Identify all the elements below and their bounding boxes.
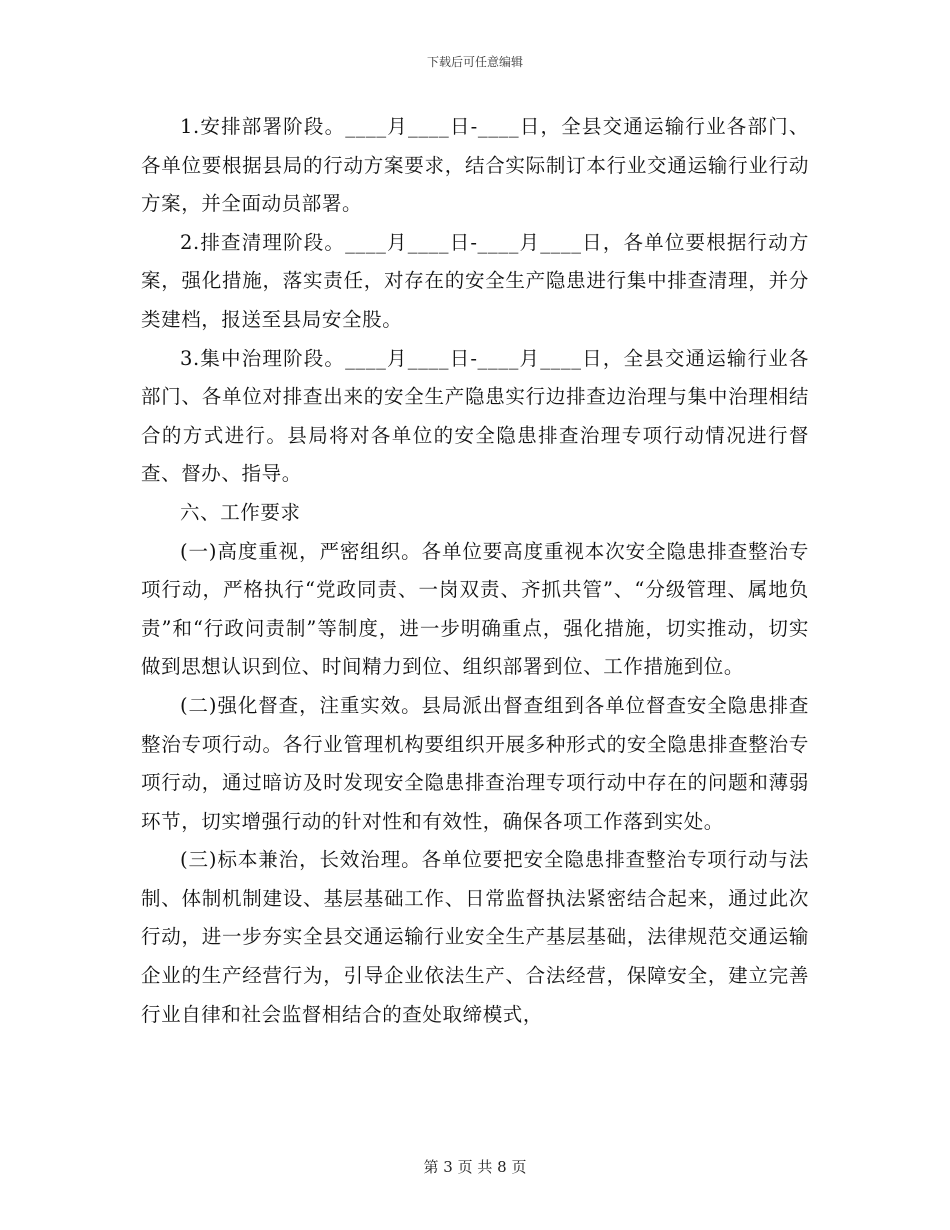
- paragraph-phase-2: 2.排查清理阶段。____月____日-____月____日，各单位要根据行动方案，强化措施，落实责任，对存在的安全生产隐患进行集中排查清理，并分类建档，报送至县局安全股。: [141, 230, 809, 331]
- paragraph-phase-3: 3.集中治理阶段。____月____日-____月____日，全县交通运输行业各部门、各单位对排查出来的安全生产隐患实行边排查边治理与集中治理相结合的方式进行。县局将对各单位的安全隐患排查治理专项行动情况进行督查、督办、指导。: [141, 346, 809, 486]
- paragraph-phase-1: 1.安排部署阶段。____月____日-____日，全县交通运输行业各部门、各单位要根据县局的行动方案要求，结合实际制订本行业交通运输行业行动方案，并全面动员部署。: [141, 115, 809, 216]
- page-footer: 第 3 页 共 8 页: [423, 1158, 527, 1176]
- paragraph-requirement-3: (三)标本兼治，长效治理。各单位要把安全隐患排查整治专项行动与法制、体制机制建设、基层基础工作、日常监督执法紧密结合起来，通过此次行动，进一步夯实全县交通运输行业安全生产基层基础，法律规范交通运输企业的生产经营行为，引导企业依法生产、合法经营，保障安全，建立完善行业自律和社会监督相结合的查处取缔模式，: [141, 848, 809, 1026]
- paragraph-requirement-1: (一)高度重视，严密组织。各单位要高度重视本次安全隐患排查整治专项行动，严格执行“党政同责、一岗双责、齐抓共管”、“分级管理、属地负责”和“行政问责制”等制度，进一步明确重点，强化措施，切实推动，切实做到思想认识到位、时间精力到位、组织部署到位、工作措施到位。: [141, 539, 809, 679]
- page-header: 下载后可任意编辑: [426, 55, 523, 69]
- section-heading-work-requirements: 六、工作要求: [180, 500, 301, 524]
- paragraph-requirement-2: (二)强化督查，注重实效。县局派出督查组到各单位督查安全隐患排查整治专项行动。各行业管理机构要组织开展多种形式的安全隐患排查整治专项行动，通过暗访及时发现安全隐患排查治理专项行动中存在的问题和薄弱环节，切实增强行动的针对性和有效性，确保各项工作落到实处。: [141, 693, 809, 833]
- document-body: [141, 108, 809, 1034]
